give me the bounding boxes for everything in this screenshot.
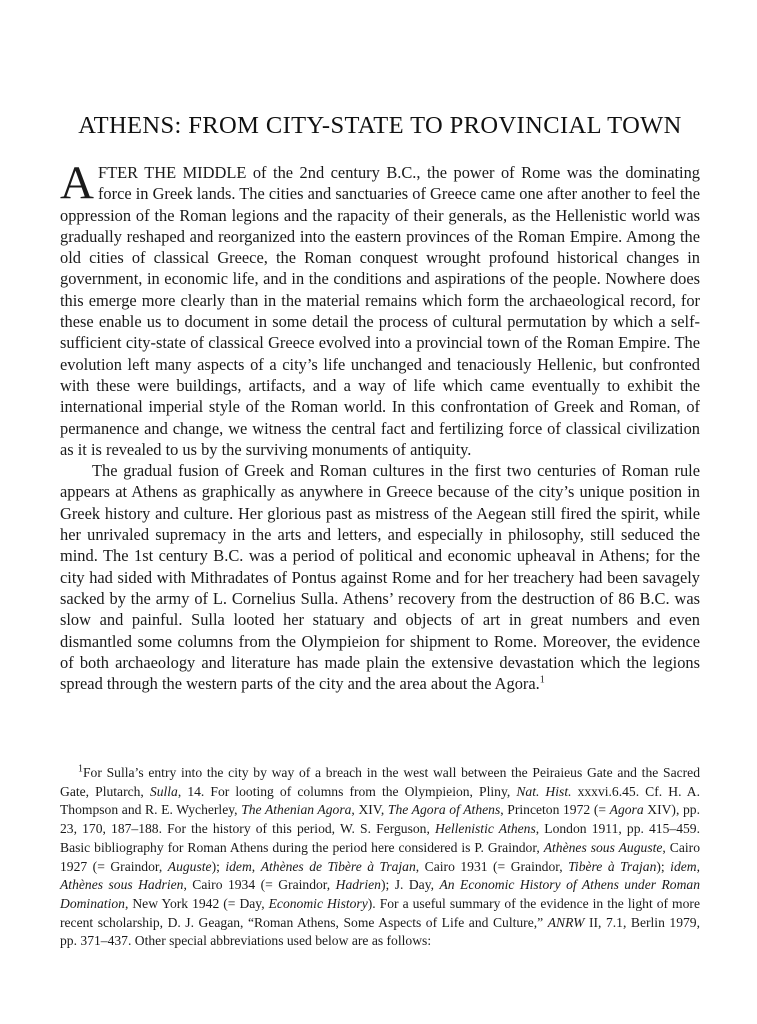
footnote-text: For Sulla’s entry into the city by way of a breach in the west wall between the Peiraieus Gate and the Sacred Gate, Plutarch, <box>60 765 700 799</box>
footnote-text: , XIV, <box>351 802 388 818</box>
era-abbrev: B.C. <box>213 546 244 566</box>
footnote-text: , London 1911, pp. 415–459. Basic bibliography for Roman Athens during the period here considered is P. Graindor, <box>60 821 700 855</box>
paragraph-text: The gradual fusion of Greek and Roman cultures in the first two centuries of Roman rule appears at Athens as graphically as anywhere in Greece because of the city’s unique position in Greek history and culture. Her glorious past as mistress of the Aegean still fired the spirit, while her unrivaled supremacy in the arts and letters, and especially in philosophy, still seduced the mind. The 1st century <box>60 461 700 566</box>
footnote-italic: Tibère à Trajan <box>568 858 657 874</box>
paragraph-text: , the power of Rome was the dominating force in Greek lands. The cities and sanctuaries of Greece came one after another to feel the oppression of the Roman legions and the rapacity of their generals, as the Hellenistic world was gradually reshaped and reorganized into the eastern provinces of the Roman Empire. Among the old cities of classical Greece, the Roman conquest wrought profound historical changes in government, in economic life, and in the conditions and aspirations of the people. Nowhere does this emerge more clearly than in the material remains which form the archaeological record, for these enable us to document in some detail the process of cultural permutation by which a self-sufficient city-state of classical Greece evolved into a provincial town of the Roman Empire. The evolution left many aspects of a city’s life unchanged and tenaciously Hellenic, but confronted with these were buildings, artifacts, and a way of life which came eventually to exhibit the international imperial style of the Roman world. In this confrontation of Greek and Roman, of permanence and change, we witness the central fact and fertilizing force of classical civilization as it is revealed to us by the surviving monuments of antiquity. <box>60 163 701 459</box>
footnote-text: ); <box>211 858 226 874</box>
article-body <box>60 157 701 694</box>
footnote-text: , Cairo 1927 (= Graindor, <box>60 839 700 874</box>
footnote-text: ). For a useful summary of the evidence in the light of more recent scholarship, D. J. Geagan, “Roman Athens, Some Aspects of Life and Culture,” <box>60 895 700 930</box>
footnote-text: ); <box>656 858 671 874</box>
article-title: ATHENS: FROM CITY-STATE TO PROVINCIAL TOWN <box>78 112 682 139</box>
footnote-italic: idem <box>670 858 697 874</box>
footnote-italic: Nat. Hist. <box>516 783 572 799</box>
footnote-text: , <box>251 858 261 874</box>
drop-cap: A <box>60 157 94 209</box>
footnote-text: xxxvi.6.45. Cf. H. A. Thompson and R. E. Wycherley, <box>60 783 700 818</box>
footnote-italic: The Athenian Agora <box>241 802 352 818</box>
paragraph-2 <box>60 460 700 694</box>
footnote-italic: Hellenistic Athens <box>435 821 536 837</box>
paragraph-1 <box>60 157 701 460</box>
era-abbrev: B.C. <box>639 588 670 608</box>
paragraph-text: was a period of political and economic upheaval in Athens; for the city had sided with Mithradates of Pontus against Rome and for her treachery had been savagely sacked by the army of L. Cornelius Sulla. Athens’ recovery from the destruction of 86 <box>60 546 700 608</box>
footnote-text: ); J. Day, <box>380 877 440 893</box>
footnote-italic: Economic History <box>268 895 368 911</box>
footnote-italic: Hadrien <box>335 877 381 893</box>
footnote-italic: Auguste <box>167 858 212 874</box>
era-abbrev: B.C. <box>386 163 417 182</box>
footnote-italic: An Economic History of Athens under Roman Domination <box>60 877 700 911</box>
footnote-text: , Princeton 1972 (= <box>500 802 610 818</box>
paragraph-text: of the 2nd century <box>246 163 387 182</box>
footnote-text: , <box>696 858 701 874</box>
footnote-text: , Cairo 1934 (= Graindor, <box>183 877 336 893</box>
footnote-italic: Sulla <box>149 783 178 799</box>
footnote-text: , New York 1942 (= Day, <box>124 895 269 911</box>
paragraph-text: was slow and painful. Sulla looted her statuary and objects of art in great numbers and even dismantled some columns from the Olympieion for shipment to Rome. Moreover, the evidence of both archaeology and literature has made plain the extensive devastation which the legions spread through the western parts of the city and the area about the Agora. <box>60 588 700 694</box>
footnote-text: , 14. For looting of columns from the Olympieion, Pliny, <box>177 783 517 799</box>
footnote-italic: Athènes de Tibère à Trajan <box>260 858 416 874</box>
footnote-number: 1 <box>78 763 83 775</box>
footnote-text: , Cairo 1931 (= Graindor, <box>415 858 569 874</box>
footnote-1 <box>60 764 700 951</box>
footnote-italic: Athènes sous Auguste <box>543 839 663 855</box>
lead-in: FTER THE MIDDLE <box>97 163 247 182</box>
footnote-ref[interactable]: 1 <box>539 674 545 686</box>
footnote-italic: ANRW <box>547 914 585 930</box>
footnote-italic: Athènes sous Hadrien <box>60 877 184 893</box>
footnote-italic: The Agora of Athens <box>387 802 501 818</box>
footnote-italic: idem <box>225 858 252 874</box>
footnote-italic: Agora <box>609 802 644 818</box>
footnote-text: II, 7.1, Berlin 1979, pp. 371–437. Other special abbreviations used below are as follows: <box>60 914 700 949</box>
footnote-text: XIV), pp. 23, 170, 187–188. For the history of this period, W. S. Ferguson, <box>60 802 700 837</box>
